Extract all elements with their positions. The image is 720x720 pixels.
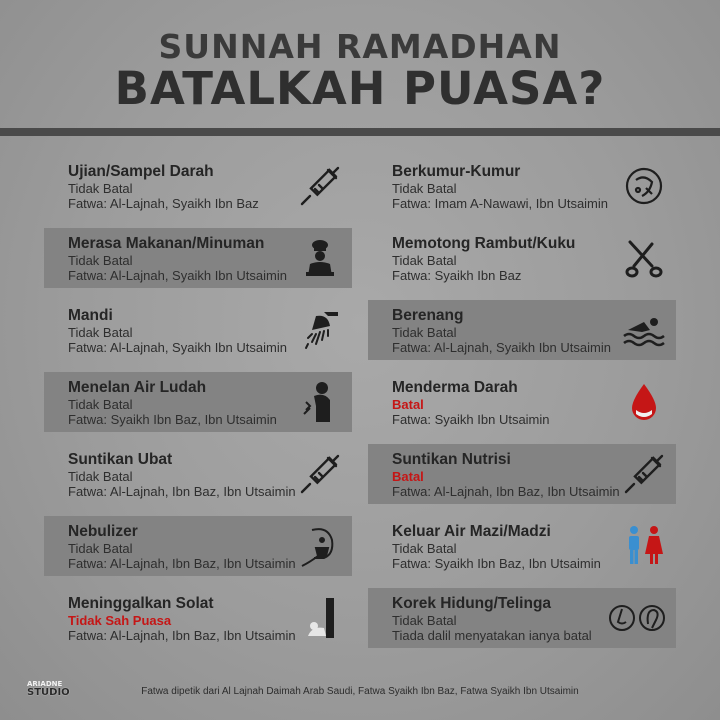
card-status: Tidak Batal	[68, 397, 133, 412]
nebulizer-icon	[298, 524, 342, 568]
card-status: Tidak Batal	[68, 469, 133, 484]
card-status: Tidak Batal	[68, 541, 133, 556]
prayer-icon	[298, 596, 342, 640]
logo-bottom-text: STUDIO	[27, 687, 70, 698]
card-title: Berkumur-Kumur	[392, 163, 521, 180]
card-nebulizer	[44, 516, 352, 576]
card-title: Keluar Air Mazi/Madzi	[392, 523, 551, 540]
scissors-icon	[622, 236, 666, 280]
card-fatwa: Fatwa: Al-Lajnah, Syaikh Ibn Utsaimin	[68, 268, 287, 283]
card-title: Memotong Rambut/Kuku	[392, 235, 576, 252]
syringe-icon	[298, 164, 342, 208]
card-fatwa: Fatwa: Syaikh Ibn Utsaimin	[392, 412, 550, 427]
card-fatwa: Fatwa: Imam A-Nawawi, Ibn Utsaimin	[392, 196, 609, 211]
swimmer-icon	[622, 308, 666, 352]
card-status: Tidak Batal	[392, 613, 457, 628]
card-title: Menderma Darah	[392, 379, 518, 396]
card-fatwa: Tiada dalil menyatakan ianya batal	[392, 628, 592, 643]
card-status: Tidak Batal	[392, 181, 457, 196]
card-status: Batal	[392, 469, 424, 484]
card-fatwa: Fatwa: Al-Lajnah, Syaikh Ibn Baz	[68, 196, 259, 211]
card-title: Berenang	[392, 307, 464, 324]
card-menelan-air-ludah	[44, 372, 352, 432]
card-fatwa: Fatwa: Syaikh Ibn Baz, Ibn Utsaimin	[68, 412, 277, 427]
card-status: Batal	[392, 397, 424, 412]
syringe-icon	[622, 452, 666, 496]
title-line-2: BATALKAH PUASA?	[114, 62, 606, 115]
card-merasa-makanan	[44, 228, 352, 288]
card-status: Tidak Batal	[392, 325, 457, 340]
card-fatwa: Fatwa: Al-Lajnah, Ibn Baz, Ibn Utsaimin	[68, 628, 296, 643]
card-fatwa: Fatwa: Al-Lajnah, Ibn Baz, Ibn Utsaimin	[68, 556, 296, 571]
chef-icon	[298, 236, 342, 280]
card-title: Ujian/Sampel Darah	[68, 163, 214, 180]
card-fatwa: Fatwa: Al-Lajnah, Syaikh Ibn Utsaimin	[392, 340, 611, 355]
card-title: Meninggalkan Solat	[68, 595, 214, 612]
card-keluar-air-mazi	[368, 516, 676, 576]
male-female-icon	[622, 524, 666, 568]
card-title: Nebulizer	[68, 523, 138, 540]
blood-drop-icon	[622, 380, 666, 424]
card-title: Menelan Air Ludah	[68, 379, 207, 396]
card-ujian-sampel-darah	[44, 156, 352, 216]
card-fatwa: Fatwa: Al-Lajnah, Ibn Baz, Ibn Utsaimin	[68, 484, 296, 499]
card-memotong-rambut	[368, 228, 676, 288]
card-title: Korek Hidung/Telinga	[392, 595, 552, 612]
card-title: Suntikan Ubat	[68, 451, 173, 468]
card-berkumur-kumur	[368, 156, 676, 216]
title-line-1: SUNNAH RAMADHAN	[158, 27, 562, 66]
card-title: Merasa Makanan/Minuman	[68, 235, 265, 252]
card-title: Mandi	[68, 307, 113, 324]
card-fatwa: Fatwa: Al-Lajnah, Syaikh Ibn Utsaimin	[68, 340, 287, 355]
card-mandi	[44, 300, 352, 360]
card-status: Tidak Sah Puasa	[68, 613, 172, 628]
logo-top-text: ARIADNE	[27, 680, 63, 688]
card-status: Tidak Batal	[392, 253, 457, 268]
card-status: Tidak Batal	[68, 181, 133, 196]
card-menderma-darah	[368, 372, 676, 432]
swallow-icon	[298, 380, 342, 424]
footer-note: Fatwa dipetik dari Al Lajnah Daimah Arab Saudi, Fatwa Syaikh Ibn Baz, Fatwa Syaikh Ibn Utsaimin	[141, 686, 579, 697]
card-status: Tidak Batal	[68, 325, 133, 340]
gargle-icon	[622, 164, 666, 208]
shower-icon	[298, 308, 342, 352]
header-divider	[0, 128, 720, 136]
card-meninggalkan-solat	[44, 588, 352, 648]
card-title: Suntikan Nutrisi	[392, 451, 511, 468]
card-suntikan-ubat	[44, 444, 352, 504]
card-suntikan-nutrisi	[368, 444, 676, 504]
syringe-icon	[298, 452, 342, 496]
card-fatwa: Fatwa: Syaikh Ibn Baz, Ibn Utsaimin	[392, 556, 601, 571]
card-fatwa: Fatwa: Al-Lajnah, Ibn Baz, Ibn Utsaimin	[392, 484, 620, 499]
nose-ear-icon	[608, 596, 670, 640]
card-korek-hidung	[368, 588, 676, 648]
card-status: Tidak Batal	[392, 541, 457, 556]
card-fatwa: Fatwa: Syaikh Ibn Baz	[392, 268, 522, 283]
card-berenang	[368, 300, 676, 360]
card-status: Tidak Batal	[68, 253, 133, 268]
